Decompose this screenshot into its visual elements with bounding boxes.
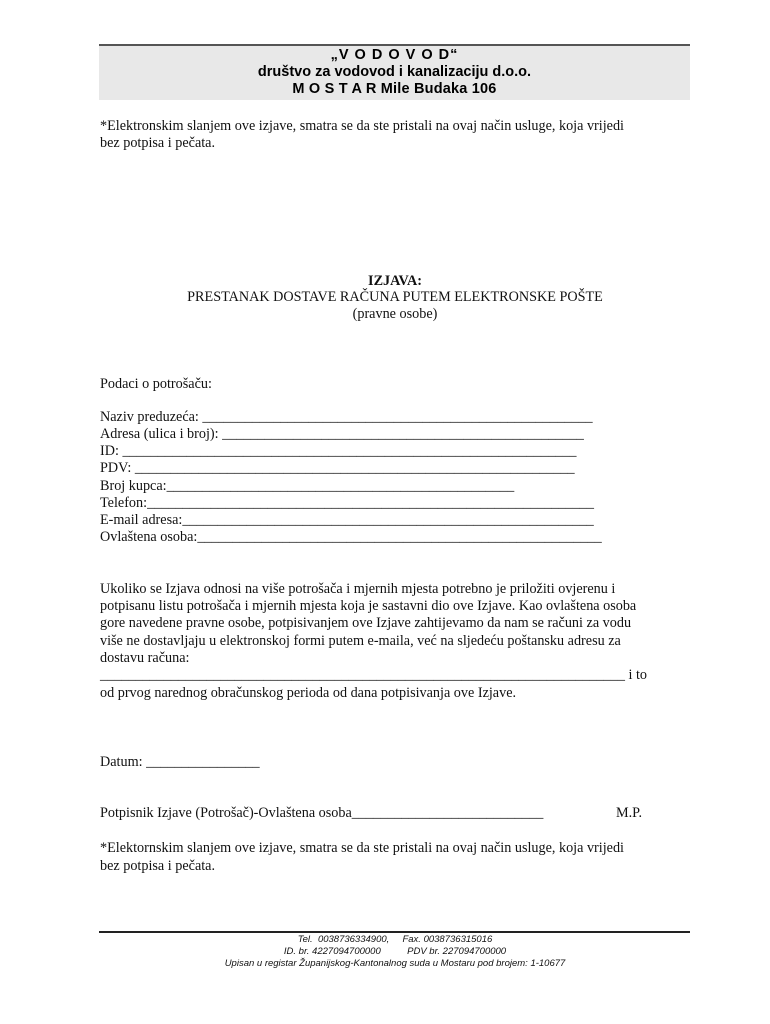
paragraph-line-2: potpisanu listu potrošača i mjernih mjesta koja je sastavni dio ove Izjave. Kao ovlaštena osoba bbox=[100, 598, 637, 614]
field-address[interactable]: Adresa (ulica i broj): ___________________________________________________ bbox=[100, 426, 584, 442]
paragraph-line-1: Ukoliko se Izjava odnosi na više potrošača i mjernih mjesta potrebno je priložiti ovjerenu i bbox=[100, 581, 616, 597]
field-authorized-person[interactable]: Ovlaštena osoba:_________________________________________________________ bbox=[100, 529, 602, 545]
field-signature[interactable]: Potpisnik Izjave (Potrošač)-Ovlaštena osoba___________________________ bbox=[100, 805, 544, 821]
notice-top-line-1: *Elektronskim slanjem ove izjave, smatra se da ste pristali na ovaj način usluge, koja vrijedi bbox=[100, 118, 625, 134]
field-postal-address[interactable]: __________________________________________________________________________ i to bbox=[100, 667, 648, 683]
document-note: (pravne osobe) bbox=[352, 306, 438, 322]
field-date[interactable]: Datum: ________________ bbox=[100, 754, 260, 770]
company-description: društvo za vodovod i kanalizaciju d.o.o. bbox=[257, 64, 532, 80]
notice-bottom-line-2: bez potpisa i pečata. bbox=[100, 858, 216, 874]
paragraph-line-3: gore navedene pravne osobe, potpisivanjem ove Izjave zahtijevamo da nam se računi za vodu bbox=[100, 615, 632, 631]
footer-contact: Tel. 0038736334900, Fax. 0038736315016 bbox=[297, 934, 493, 945]
footer-registry: Upisan u registar Županijskog-Kantonalnog suda u Mostaru pod brojem: 1-10677 bbox=[224, 958, 566, 969]
notice-top-line-2: bez potpisa i pečata. bbox=[100, 135, 216, 151]
field-email[interactable]: E-mail adresa:__________________________________________________________ bbox=[100, 512, 594, 528]
field-company-name[interactable]: Naziv preduzeća: _______________________________________________________ bbox=[100, 409, 593, 425]
paragraph-line-7: od prvog narednog obračunskog perioda od dana potpisivanja ove Izjave. bbox=[100, 685, 517, 701]
paragraph-line-5: dostavu računa: bbox=[100, 650, 190, 666]
footer-tax-ids: ID. br. 4227094700000 PDV br. 227094700000 bbox=[283, 946, 507, 957]
document-heading: IZJAVA: bbox=[368, 273, 422, 289]
field-customer-number[interactable]: Broj kupca:_________________________________________________ bbox=[100, 478, 515, 494]
paragraph-line-4: više ne dostavljaju u elektronskoj formi putem e-maila, već na sljedeću poštansku adresu za bbox=[100, 633, 621, 649]
company-name: „V O D O V O D“ bbox=[330, 47, 459, 63]
company-address: M O S T A R Mile Budaka 106 bbox=[292, 81, 497, 97]
stamp-label: M.P. bbox=[616, 805, 643, 821]
field-pdv[interactable]: PDV: ______________________________________________________________ bbox=[100, 460, 575, 476]
notice-bottom-line-1: *Elektornskim slanjem ove izjave, smatra se da ste pristali na ovaj način usluge, koja vrijedi bbox=[100, 840, 625, 856]
company-header bbox=[99, 44, 690, 100]
consumer-section-heading: Podaci o potrošaču: bbox=[100, 376, 212, 392]
field-id[interactable]: ID: ________________________________________________________________ bbox=[100, 443, 577, 459]
field-phone[interactable]: Telefon:_______________________________________________________________ bbox=[100, 495, 594, 511]
document-subtitle: PRESTANAK DOSTAVE RAČUNA PUTEM ELEKTRONSKE POŠTE bbox=[187, 289, 603, 305]
footer-divider bbox=[99, 931, 690, 933]
